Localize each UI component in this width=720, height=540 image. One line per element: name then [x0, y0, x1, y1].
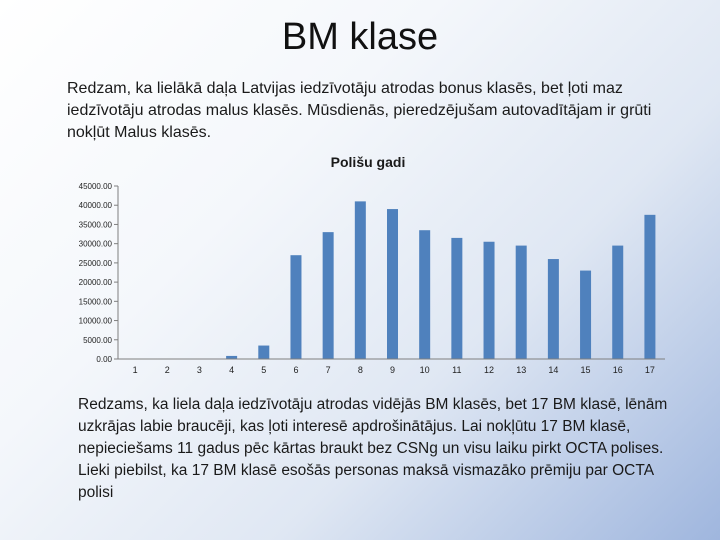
bar-16 — [612, 246, 623, 359]
y-tick-label: 0.00 — [96, 355, 112, 364]
x-tick-label: 1 — [132, 365, 138, 375]
bar-17 — [644, 215, 655, 359]
bar-12 — [484, 242, 495, 359]
bar-15 — [580, 271, 591, 359]
bar-6 — [290, 255, 301, 359]
x-tick-label: 12 — [484, 365, 495, 375]
y-tick-label: 20000.00 — [78, 278, 112, 288]
x-tick-label: 6 — [293, 365, 299, 375]
intro-paragraph: Redzam, ka lielākā daļa Latvijas iedzīvotāju atrodas bonus klasēs, bet ļoti maz iedzīvotāju atrodas malus klasēs. Mūsdienās, pieredzējušam autovadītājam ir grūti nokļūt Malus klasēs. — [67, 80, 652, 141]
y-tick-label: 10000.00 — [78, 316, 112, 326]
y-tick-label: 5000.00 — [83, 335, 112, 345]
x-tick-label: 15 — [580, 365, 591, 375]
slide-title: BM klase — [281, 16, 439, 58]
x-tick-label: 16 — [612, 365, 623, 375]
x-tick-label: 11 — [452, 365, 462, 375]
conclusion-paragraph: Redzams, ka liela daļa iedzīvotāju atrodas vidējās BM klasēs, bet 17 BM klasē, lēnām uzkrājas labie braucēji, kas ļoti interesē apdrošinātājus. Lai nokļūtu 17 BM klasē, nepieciešams 11 gadus pēc kārtas braukt bez CSNg un visu laiku pirkt OCTA polises. Lieki piebilst, ka 17 BM klasē esošās personas maksā vismazāko prēmiju par OCTA polisi — [78, 396, 668, 501]
y-tick-label: 35000.00 — [78, 220, 112, 230]
x-tick-label: 7 — [325, 365, 331, 375]
x-tick-label: 17 — [644, 365, 655, 375]
x-tick-label: 13 — [516, 365, 527, 375]
y-tick-label: 30000.00 — [78, 239, 112, 249]
y-tick-label: 25000.00 — [78, 258, 112, 268]
y-tick-label: 15000.00 — [78, 297, 112, 307]
x-tick-label: 4 — [229, 365, 235, 375]
y-tick-label: 40000.00 — [78, 201, 112, 211]
bar-9 — [387, 209, 398, 359]
bar-7 — [323, 232, 334, 359]
bar-10 — [419, 230, 430, 359]
x-tick-label: 10 — [419, 365, 430, 375]
x-tick-label: 3 — [196, 365, 202, 375]
bar-14 — [548, 259, 559, 359]
x-tick-label: 14 — [548, 365, 559, 375]
bar-chart — [0, 176, 720, 382]
x-tick-label: 2 — [164, 365, 170, 375]
bars — [226, 201, 655, 359]
bar-11 — [451, 238, 462, 359]
x-tick-label: 8 — [357, 365, 363, 375]
x-tick-label: 9 — [389, 365, 396, 375]
chart-title: Polišu gadi — [330, 154, 406, 170]
y-tick-label: 45000.00 — [78, 182, 112, 191]
x-tick-label: 5 — [261, 365, 267, 375]
bar-5 — [258, 346, 269, 359]
y-axis — [79, 182, 118, 364]
x-axis — [118, 359, 665, 375]
bar-13 — [516, 246, 527, 359]
bar-8 — [355, 201, 366, 359]
